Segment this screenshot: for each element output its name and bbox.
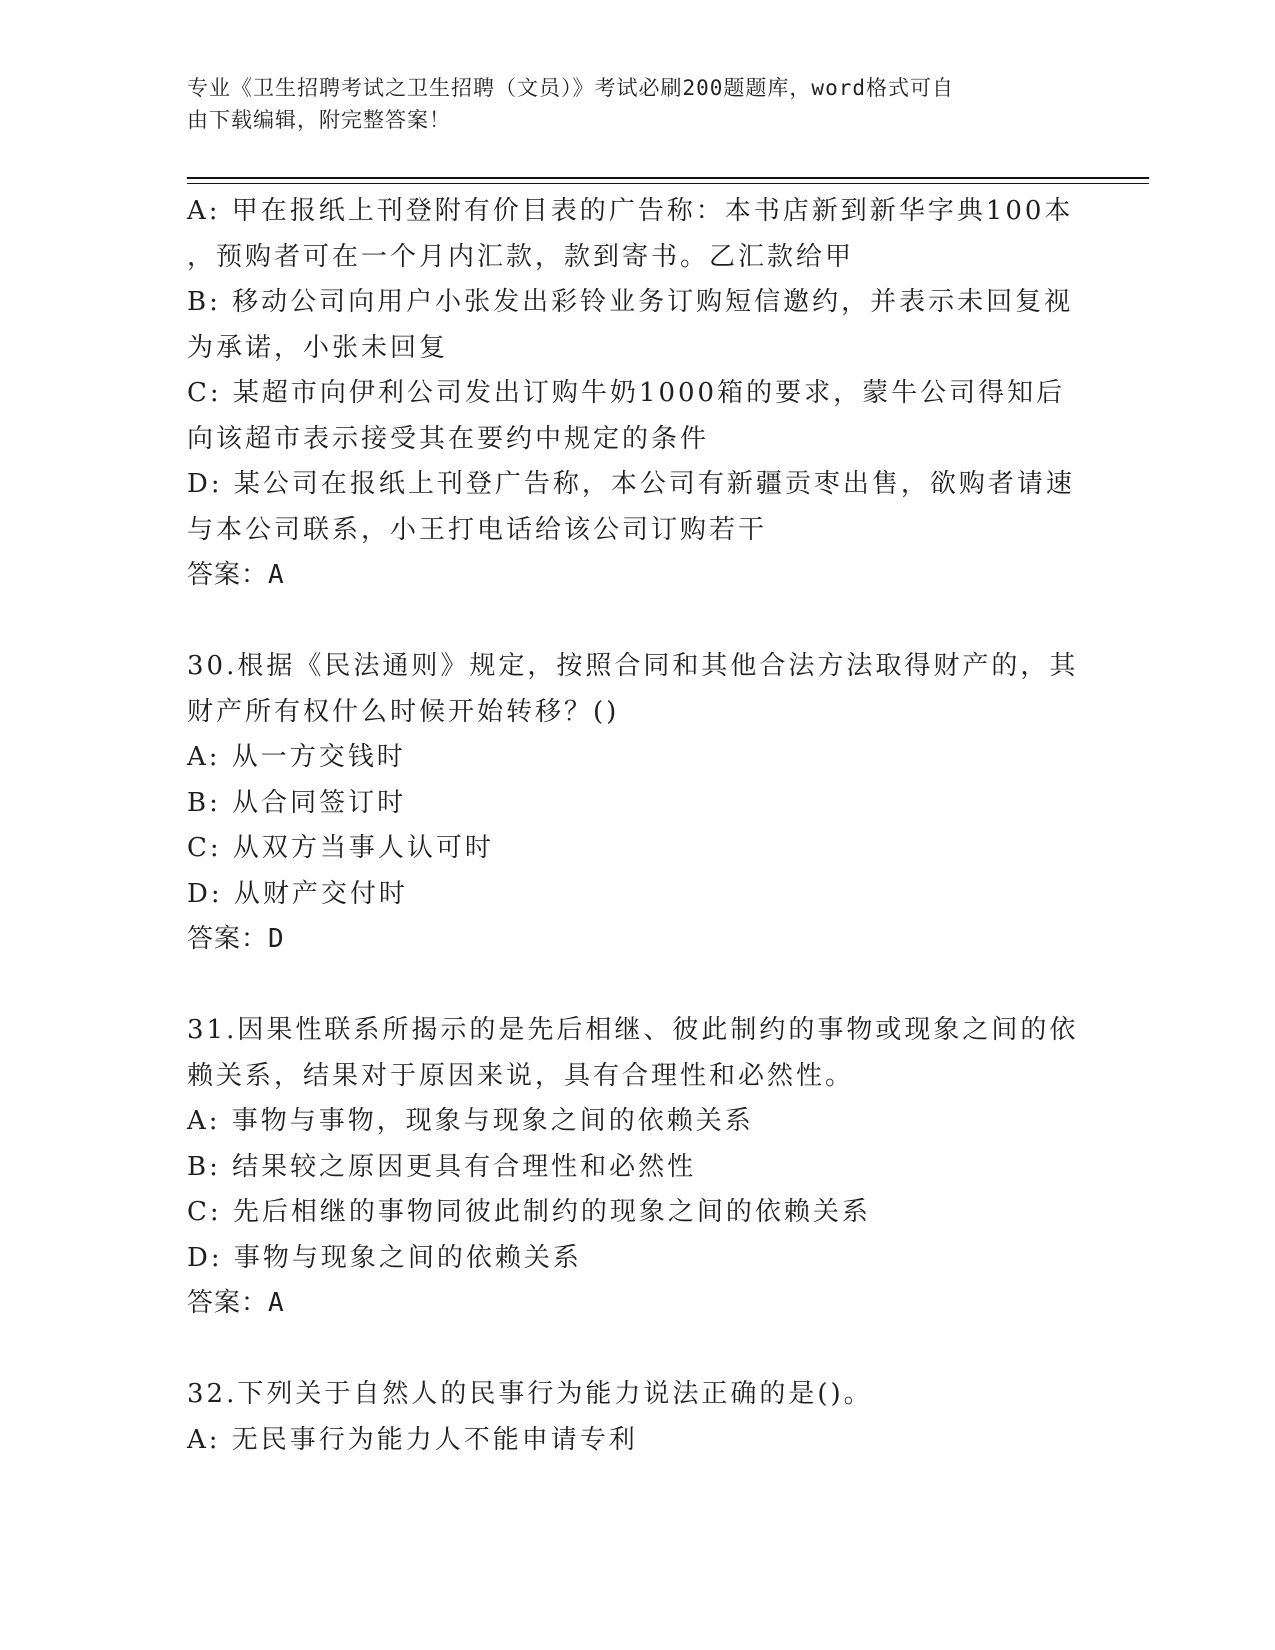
spacer [187, 1327, 1077, 1373]
question-list [187, 189, 1077, 1463]
question-31-block [187, 1008, 1077, 1327]
q31-option-d: D: 事物与现象之间的依赖关系 [187, 1242, 582, 1273]
q30-answer: 答案：D [187, 924, 285, 954]
q31-stem-line-1: 31.因果性联系所揭示的是先后相继、彼此制约的事物或现象之间的依 [187, 1015, 1079, 1045]
q32-stem-line-1: 32.下列关于自然人的民事行为能力说法正确的是()。 [187, 1379, 873, 1409]
q29-answer: 答案：A [187, 560, 285, 590]
q30-stem-line-2: 财产所有权什么时候开始转移？() [187, 696, 620, 727]
q31-option-a: A: 事物与事物，现象与现象之间的依赖关系 [187, 1106, 754, 1136]
q31-answer: 答案：A [187, 1288, 285, 1318]
header-title-line-2: 由下载编辑，附完整答案！ [187, 108, 451, 132]
question-32-block [187, 1372, 1077, 1463]
q29-option-c-line-1: C: 某超市向伊利公司发出订购牛奶1000箱的要求，蒙牛公司得知后 [187, 378, 1066, 408]
q30-stem-line-1: 30.根据《民法通则》规定，按照合同和其他合法方法取得财产的，其 [187, 651, 1079, 681]
header-divider-thick [187, 177, 1149, 179]
q29-option-c-line-2: 向该超市表示接受其在要约中规定的条件 [187, 423, 710, 454]
document-header [187, 72, 1067, 136]
header-title-line-1: 专业《卫生招聘考试之卫生招聘（文员）》考试必刷200题题库，word格式可自 [187, 76, 954, 100]
q29-option-b-line-1: B: 移动公司向用户小张发出彩铃业务订购短信邀约，并表示未回复视 [187, 287, 1074, 317]
spacer [187, 963, 1077, 1009]
question-29-block [187, 189, 1077, 599]
q31-stem-line-2: 赖关系，结果对于原因来说，具有合理性和必然性。 [187, 1060, 855, 1091]
q29-option-a-line-1: A: 甲在报纸上刊登附有价目表的广告称：本书店新到新华字典100本 [187, 196, 1074, 226]
q32-option-a: A: 无民事行为能力人不能申请专利 [187, 1424, 638, 1455]
q30-option-d: D: 从财产交付时 [187, 878, 408, 909]
q29-option-d-line-2: 与本公司联系，小王打电话给该公司订购若干 [187, 514, 768, 545]
spacer [187, 599, 1077, 645]
q29-option-d-line-1: D: 某公司在报纸上刊登广告称，本公司有新疆贡枣出售，欲购者请速 [187, 469, 1075, 499]
q30-option-c: C: 从双方当事人认可时 [187, 833, 494, 863]
q29-option-a-line-2: ，预购者可在一个月内汇款，款到寄书。乙汇款给甲 [187, 241, 855, 272]
q31-option-c: C: 先后相继的事物同彼此制约的现象之间的依赖关系 [187, 1197, 871, 1227]
q30-option-a: A: 从一方交钱时 [187, 742, 406, 772]
q30-option-b: B: 从合同签订时 [187, 787, 407, 818]
question-30-block [187, 644, 1077, 963]
q29-option-b-line-2: 为承诺，小张未回复 [187, 332, 449, 363]
q31-option-b: B: 结果较之原因更具有合理性和必然性 [187, 1151, 697, 1182]
header-divider-thin [187, 183, 1149, 184]
